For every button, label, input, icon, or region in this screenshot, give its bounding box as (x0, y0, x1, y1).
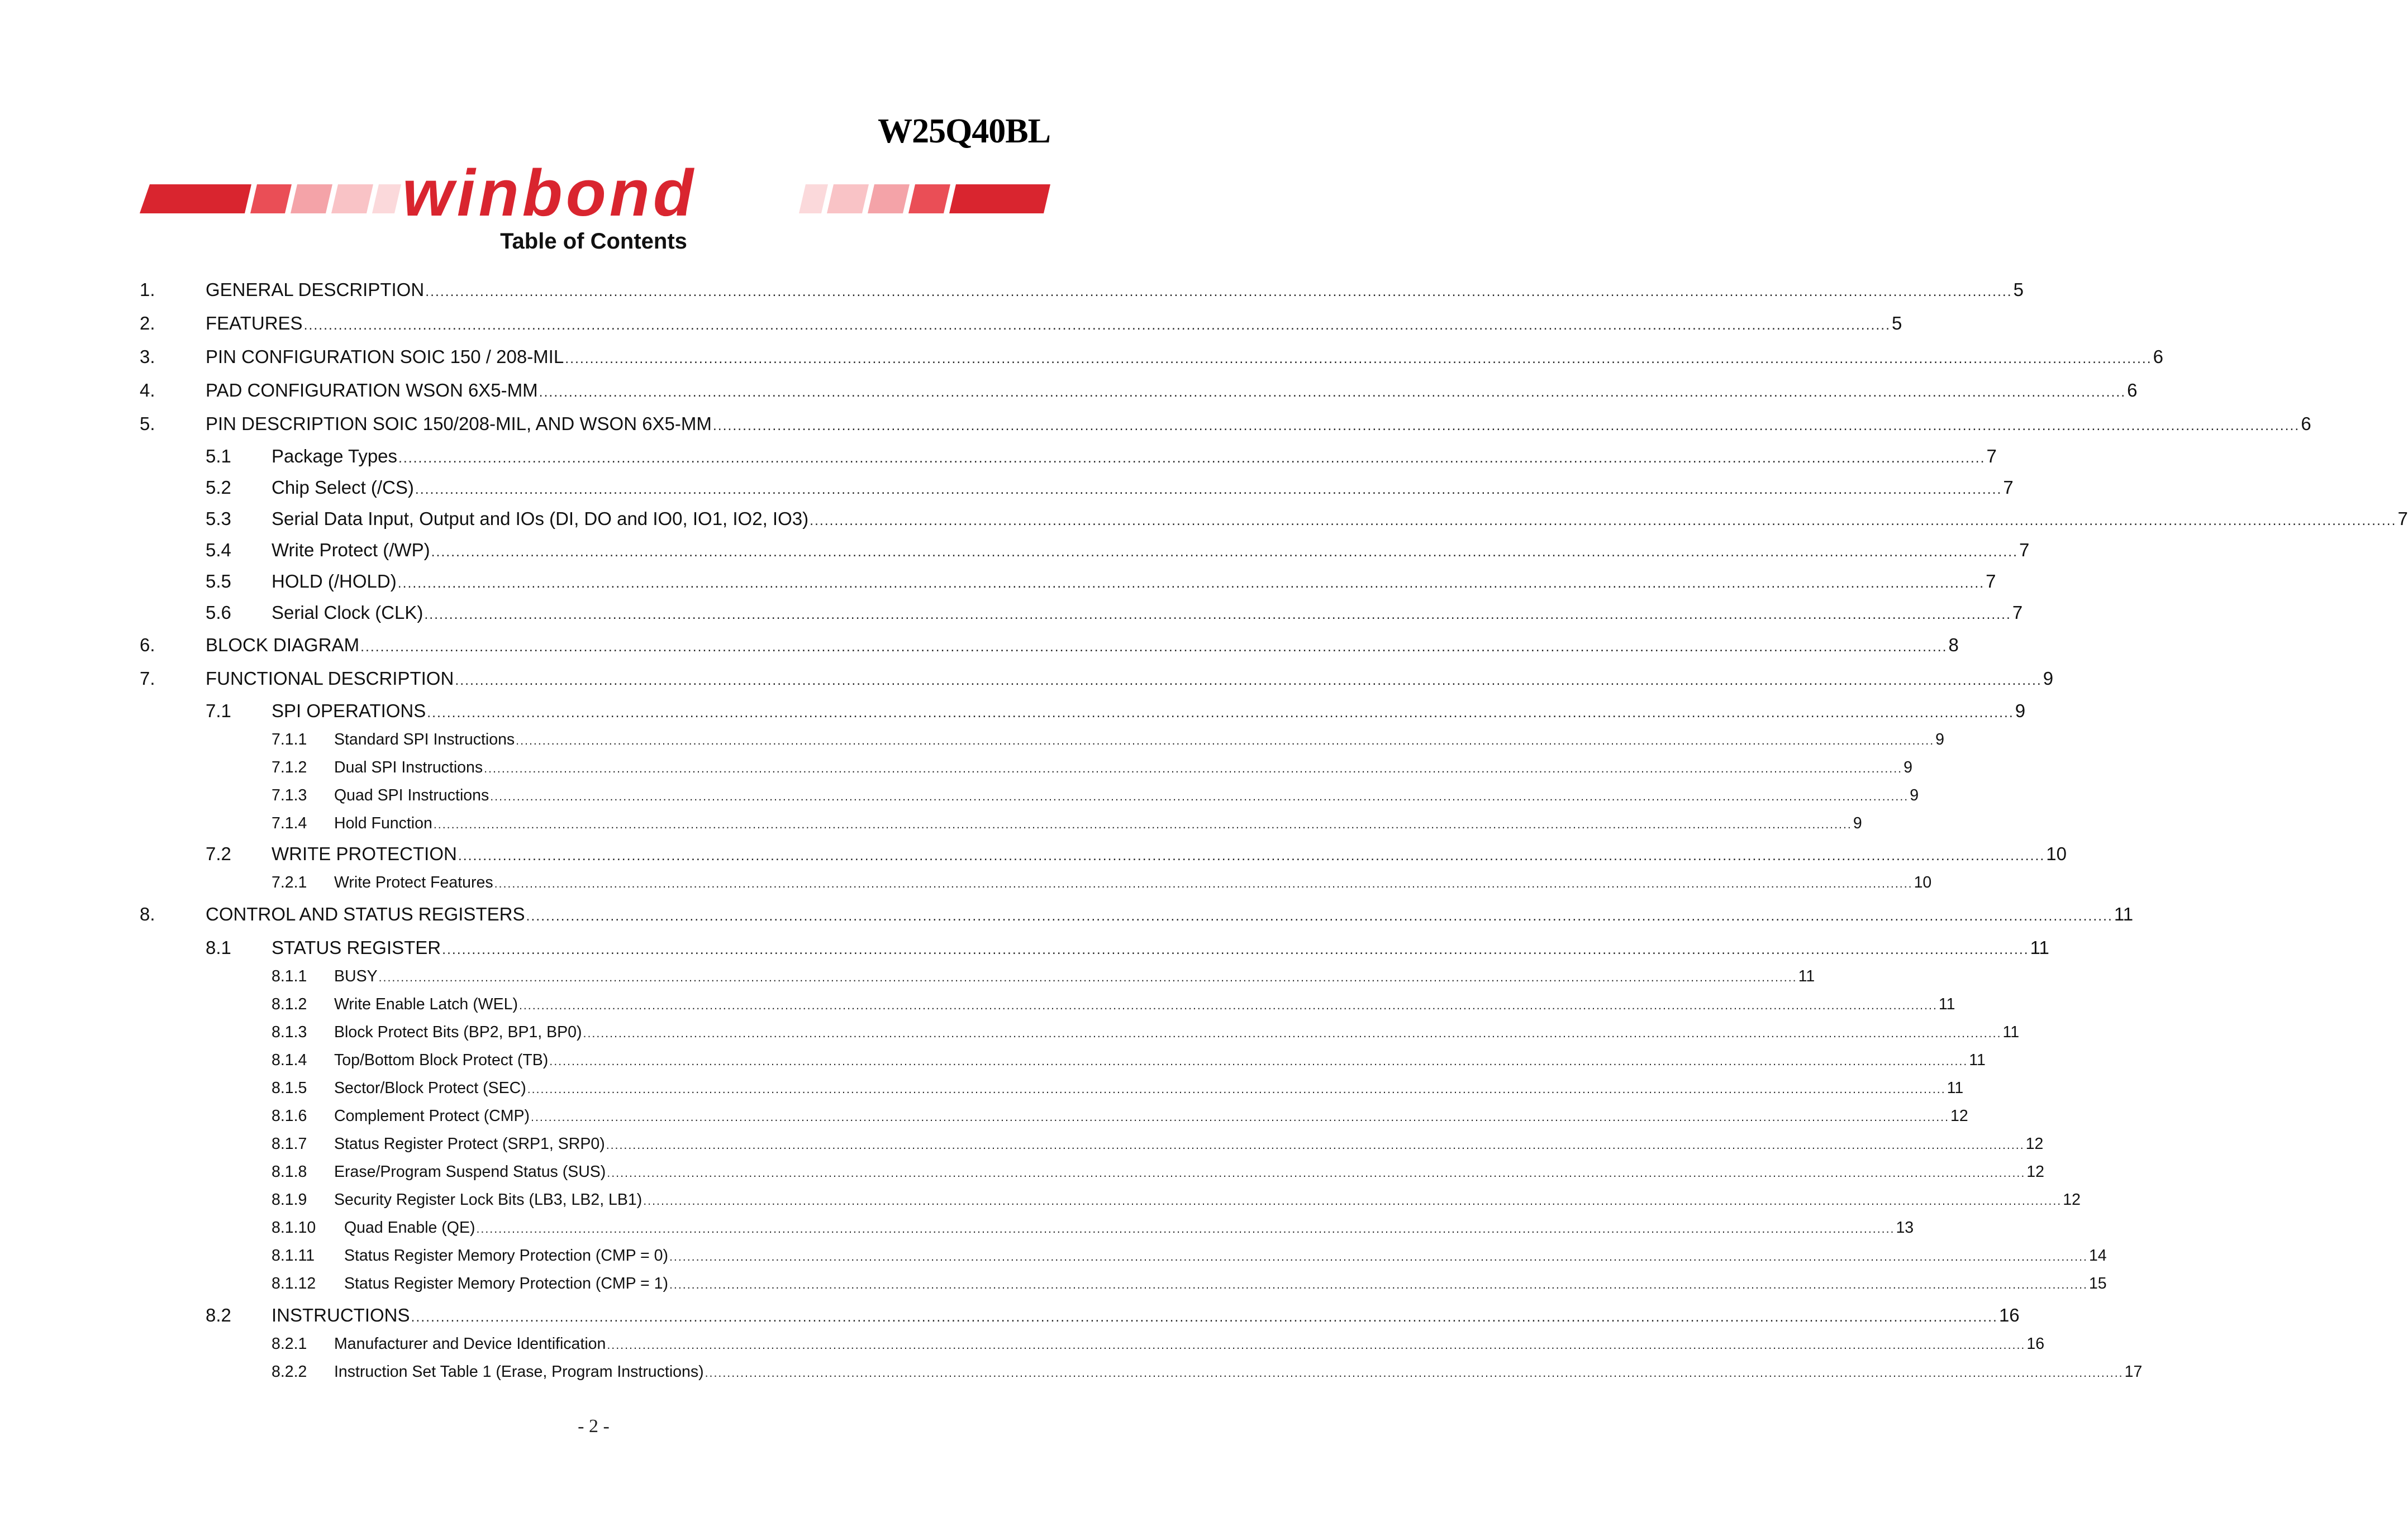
toc-entry-page: 12 (2063, 1191, 2081, 1209)
toc-entry-title: Complement Protect (CMP) (334, 1107, 530, 1125)
toc-entry-number: 7.2 (206, 843, 231, 864)
toc-entry-page: 16 (1998, 1305, 2020, 1325)
toc-entry[interactable] (140, 786, 1919, 805)
toc-entry-number: 8.2.1 (272, 1335, 307, 1353)
toc-entry-number: 3. (140, 346, 155, 367)
toc-entry-page: 17 (2124, 1363, 2143, 1381)
toc-entry-page: 11 (1947, 1079, 1964, 1097)
toc-entry-title: Block Protect Bits (BP2, BP1, BP0) (334, 1023, 582, 1041)
toc-entry[interactable] (140, 602, 2023, 623)
toc-entry-page: 12 (2025, 1135, 2044, 1153)
toc-entry[interactable] (140, 1305, 2020, 1326)
toc-entry-number: 7.1.1 (272, 731, 307, 748)
toc-entry-title: BUSY (334, 967, 378, 985)
toc-entry-title: GENERAL DESCRIPTION (206, 279, 425, 300)
toc-leader-dots: ................................................................................................................................................................................................................................................................................................................................ (476, 1222, 1895, 1236)
toc-entry-page: 9 (1935, 731, 1945, 748)
toc-entry[interactable] (140, 1275, 2107, 1293)
left-stripe-group (140, 184, 401, 213)
toc-entry-title: Dual SPI Instructions (334, 759, 483, 776)
toc-entry-title: Write Protect (/WP) (272, 540, 430, 560)
toc-entry[interactable] (140, 313, 1902, 334)
toc-leader-dots: ................................................................................................................................................................................................................................................................................................................................ (531, 1110, 1949, 1124)
toc-leader-dots: ................................................................................................................................................................................................................................................................................................................................ (397, 576, 1985, 591)
toc-entry-number: 5.6 (206, 602, 231, 623)
toc-leader-dots: ................................................................................................................................................................................................................................................................................................................................ (526, 909, 2113, 924)
toc-entry[interactable] (140, 571, 1996, 592)
toc-entry[interactable] (140, 477, 2014, 498)
toc-entry[interactable] (140, 1135, 2044, 1153)
toc-entry[interactable] (140, 380, 2138, 401)
toc-entry-page: 11 (2030, 937, 2049, 958)
toc-leader-dots: ................................................................................................................................................................................................................................................................................................................................ (705, 1366, 2124, 1380)
toc-entry[interactable] (140, 635, 1959, 656)
toc-entry[interactable] (140, 904, 2134, 925)
toc-entry-title: Instruction Set Table 1 (Erase, Program Instructions) (334, 1363, 704, 1381)
toc-leader-dots: ................................................................................................................................................................................................................................................................................................................................ (433, 818, 1852, 831)
toc-leader-dots: ................................................................................................................................................................................................................................................................................................................................ (490, 790, 1909, 803)
toc-entry-number: 8.1.3 (272, 1023, 307, 1041)
toc-entry-page: 6 (2153, 346, 2163, 367)
toc-entry-title: Quad SPI Instructions (334, 786, 489, 804)
toc-entry[interactable] (140, 759, 1912, 777)
toc-leader-dots: ................................................................................................................................................................................................................................................................................................................................ (360, 640, 1948, 655)
toc-entry[interactable] (140, 814, 1862, 833)
toc-entry[interactable] (140, 874, 1932, 892)
toc-entry-number: 8.1.4 (272, 1051, 307, 1069)
toc-entry[interactable] (140, 346, 2163, 368)
toc-entry-title: Top/Bottom Block Protect (TB) (334, 1051, 549, 1069)
toc-entry-page: 9 (1903, 759, 1912, 776)
toc-entry[interactable] (140, 668, 2054, 689)
toc-entry-title: PIN CONFIGURATION SOIC 150 / 208-MIL (206, 346, 564, 367)
toc-entry-title: STATUS REGISTER (272, 937, 441, 958)
toc-entry-number: 8.1.11 (272, 1247, 315, 1265)
toc-entry-title: Manufacturer and Device Identification (334, 1335, 606, 1353)
toc-entry-title: Write Protect Features (334, 874, 493, 891)
toc-leader-dots: ................................................................................................................................................................................................................................................................................................................................ (516, 734, 1935, 747)
toc-entry-number: 5.2 (206, 477, 231, 498)
toc-entry-number: 8.1.12 (272, 1275, 316, 1292)
toc-entry-title: Serial Clock (CLK) (272, 602, 423, 623)
toc-entry-number: 7.1.3 (272, 786, 307, 804)
toc-entry-number: 5.1 (206, 446, 231, 466)
toc-entry-title: Status Register Memory Protection (CMP = 0) (344, 1247, 668, 1265)
left-stripe-1 (140, 184, 251, 213)
left-stripe-4 (331, 184, 373, 213)
logo-text: winbond (402, 156, 697, 230)
toc-entry-number: 2. (140, 313, 155, 333)
toc-entry-number: 5.4 (206, 540, 231, 560)
toc-leader-dots: ................................................................................................................................................................................................................................................................................................................................ (643, 1194, 2062, 1208)
right-stripe-group (799, 184, 1050, 213)
toc-entry-number: 6. (140, 635, 155, 655)
toc-entry-page: 6 (2127, 380, 2138, 400)
toc-entry[interactable] (140, 508, 2408, 530)
toc-entry-page: 13 (1896, 1219, 1914, 1237)
toc-entry[interactable] (140, 843, 2067, 865)
toc-leader-dots: ................................................................................................................................................................................................................................................................................................................................ (398, 451, 1986, 466)
toc-leader-dots: ................................................................................................................................................................................................................................................................................................................................ (427, 705, 2014, 721)
toc-leader-dots: ................................................................................................................................................................................................................................................................................................................................ (527, 1082, 1946, 1096)
toc-leader-dots: ................................................................................................................................................................................................................................................................................................................................ (583, 1027, 2002, 1040)
toc-entry-page: 5 (1892, 313, 1902, 333)
toc-entry-number: 8.1.2 (272, 995, 307, 1013)
toc-entry[interactable] (140, 540, 2030, 561)
toc-entry-title: Quad Enable (QE) (344, 1219, 475, 1237)
page-number: - 2 - (578, 1416, 610, 1437)
toc-entry-number: 5. (140, 413, 155, 434)
toc-entry-page: 14 (2088, 1247, 2107, 1265)
toc-entry-number: 8.1.1 (272, 967, 307, 985)
toc-leader-dots: ................................................................................................................................................................................................................................................................................................................................ (712, 418, 2300, 433)
toc-entry[interactable] (140, 446, 1997, 467)
toc-entry-title: Write Enable Latch (WEL) (334, 995, 518, 1013)
right-stripe-3 (868, 184, 910, 213)
toc-entry[interactable] (140, 967, 1815, 986)
toc-entry[interactable] (140, 1191, 2081, 1209)
toc-entry-title: FUNCTIONAL DESCRIPTION (206, 668, 454, 689)
toc-entry[interactable] (140, 1247, 2107, 1265)
toc-entry-page: 10 (2046, 843, 2067, 864)
winbond-logo-banner (140, 156, 1050, 230)
toc-entry-title: Package Types (272, 446, 398, 466)
toc-entry-title: Status Register Memory Protection (CMP = 1) (344, 1275, 668, 1292)
toc-entry-page: 5 (2013, 279, 2024, 300)
toc-leader-dots: ................................................................................................................................................................................................................................................................................................................................ (539, 385, 2126, 400)
toc-entry[interactable] (140, 1219, 1914, 1237)
toc-entry[interactable] (140, 731, 1945, 749)
toc-entry-number: 7.1.2 (272, 759, 307, 776)
toc-leader-dots: ................................................................................................................................................................................................................................................................................................................................ (378, 971, 1797, 984)
toc-entry-page: 6 (2301, 413, 2311, 434)
toc-entry-page: 7 (2397, 508, 2408, 529)
toc-entry-page: 11 (2002, 1023, 2020, 1041)
toc-entry-number: 4. (140, 380, 155, 400)
toc-entry-page: 7 (1986, 446, 1997, 466)
toc-entry[interactable] (140, 995, 1955, 1014)
toc-leader-dots: ................................................................................................................................................................................................................................................................................................................................ (607, 1338, 2026, 1352)
toc-entry-page: 12 (2026, 1163, 2044, 1181)
toc-entry-number: 8.1 (206, 937, 231, 958)
toc-entry[interactable] (140, 1107, 1968, 1125)
toc-leader-dots: ................................................................................................................................................................................................................................................................................................................................ (669, 1278, 2088, 1291)
right-stripe-4 (908, 184, 950, 213)
toc-entry-page: 11 (1938, 995, 1955, 1013)
toc-entry[interactable] (140, 1363, 2143, 1381)
toc-entry[interactable] (140, 937, 2049, 958)
toc-entry-page: 9 (1910, 786, 1919, 804)
toc-entry[interactable] (140, 1051, 1986, 1070)
toc-entry-title: Hold Function (334, 814, 432, 832)
toc-leader-dots: ................................................................................................................................................................................................................................................................................................................................ (607, 1166, 2026, 1180)
right-stripe-1 (799, 184, 828, 213)
left-stripe-2 (250, 184, 292, 213)
toc-entry-number: 7.2.1 (272, 874, 307, 891)
toc-entry[interactable] (140, 1079, 1964, 1098)
toc-leader-dots: ................................................................................................................................................................................................................................................................................................................................ (415, 482, 2002, 497)
toc-leader-dots: ................................................................................................................................................................................................................................................................................................................................ (442, 942, 2029, 957)
toc-leader-dots: ................................................................................................................................................................................................................................................................................................................................ (411, 1310, 1998, 1325)
toc-entry-page: 9 (2015, 700, 2026, 721)
toc-entry[interactable] (140, 1335, 2045, 1353)
toc-leader-dots: ................................................................................................................................................................................................................................................................................................................................ (484, 762, 1903, 775)
toc-leader-dots: ................................................................................................................................................................................................................................................................................................................................ (458, 848, 2045, 864)
left-stripe-3 (291, 184, 332, 213)
toc-entry-page: 7 (2019, 540, 2030, 560)
toc-entry-title: HOLD (/HOLD) (272, 571, 397, 591)
toc-entry-number: 8.1.8 (272, 1163, 307, 1181)
toc-leader-dots: ................................................................................................................................................................................................................................................................................................................................ (810, 513, 2397, 528)
toc-entry-number: 1. (140, 279, 155, 300)
toc-entry-page: 15 (2088, 1275, 2107, 1292)
toc-leader-dots: ................................................................................................................................................................................................................................................................................................................................ (425, 284, 2012, 299)
toc-entry-page: 11 (2114, 904, 2134, 924)
toc-entry-title: SPI OPERATIONS (272, 700, 426, 721)
toc-entry-title: FEATURES (206, 313, 303, 333)
toc-entry-number: 8.1.5 (272, 1079, 307, 1097)
toc-entry-title: Chip Select (/CS) (272, 477, 414, 498)
toc-entry-number: 7.1 (206, 700, 231, 721)
toc-entry-number: 8.1.7 (272, 1135, 307, 1153)
toc-leader-dots: ................................................................................................................................................................................................................................................................................................................................ (565, 351, 2152, 366)
toc-entry-title: Standard SPI Instructions (334, 731, 515, 748)
toc-entry-page: 11 (1798, 967, 1815, 985)
toc-entry-number: 8. (140, 904, 155, 924)
toc-leader-dots: ................................................................................................................................................................................................................................................................................................................................ (431, 545, 2019, 560)
toc-entry[interactable] (140, 279, 2024, 300)
toc-leader-dots: ................................................................................................................................................................................................................................................................................................................................ (494, 877, 1913, 890)
toc-entry[interactable] (140, 1163, 2044, 1181)
right-stripe-5 (949, 184, 1050, 213)
toc-entry-title: Serial Data Input, Output and IOs (DI, DO and IO0, IO1, IO2, IO3) (272, 508, 809, 529)
toc-entry-page: 9 (2043, 668, 2054, 689)
toc-entry-number: 8.2 (206, 1305, 231, 1325)
toc-entry-number: 8.2.2 (272, 1363, 307, 1381)
toc-entry[interactable] (140, 413, 2311, 435)
left-stripe-5 (372, 184, 401, 213)
toc-entry-title: CONTROL AND STATUS REGISTERS (206, 904, 525, 924)
toc-entry-number: 7. (140, 668, 155, 689)
toc-heading: Table of Contents (500, 229, 687, 254)
toc-entry-page: 12 (1950, 1107, 1968, 1125)
toc-entry-title: PAD CONFIGURATION WSON 6X5-MM (206, 380, 538, 400)
toc-entry-title: BLOCK DIAGRAM (206, 635, 360, 655)
toc-entry-page: 7 (1986, 571, 1996, 591)
toc-entry-title: Erase/Program Suspend Status (SUS) (334, 1163, 606, 1181)
toc-entry-number: 8.1.6 (272, 1107, 307, 1125)
toc-leader-dots: ................................................................................................................................................................................................................................................................................................................................ (424, 607, 2011, 622)
toc-leader-dots: ................................................................................................................................................................................................................................................................................................................................ (303, 318, 1891, 333)
toc-entry-page: 11 (1969, 1051, 1986, 1069)
toc-leader-dots: ................................................................................................................................................................................................................................................................................................................................ (455, 673, 2042, 688)
toc-entry-page: 8 (1948, 635, 1959, 655)
toc-entry-title: Sector/Block Protect (SEC) (334, 1079, 526, 1097)
toc-entry-number: 8.1.9 (272, 1191, 307, 1209)
toc-entry-number: 5.5 (206, 571, 231, 591)
toc-entry-title: Security Register Lock Bits (LB3, LB2, LB1) (334, 1191, 643, 1209)
toc-entry-number: 7.1.4 (272, 814, 307, 832)
toc-entry-page: 7 (2003, 477, 2014, 498)
toc-entry-page: 7 (2012, 602, 2023, 623)
toc-entry-title: INSTRUCTIONS (272, 1305, 410, 1325)
toc-entry-number: 5.3 (206, 508, 231, 529)
toc-entry-title: Status Register Protect (SRP1, SRP0) (334, 1135, 605, 1153)
toc-leader-dots: ................................................................................................................................................................................................................................................................................................................................ (549, 1055, 1968, 1068)
right-stripe-2 (827, 184, 869, 213)
toc-leader-dots: ................................................................................................................................................................................................................................................................................................................................ (606, 1138, 2025, 1152)
toc-entry-page: 9 (1853, 814, 1862, 832)
toc-entry[interactable] (140, 1023, 2020, 1042)
toc-entry-page: 10 (1914, 874, 1932, 891)
toc-leader-dots: ................................................................................................................................................................................................................................................................................................................................ (518, 999, 1938, 1012)
toc-entry-title: WRITE PROTECTION (272, 843, 457, 864)
part-number: W25Q40BL (878, 112, 1050, 150)
toc-leader-dots: ................................................................................................................................................................................................................................................................................................................................ (669, 1250, 2088, 1263)
toc-entry-title: PIN DESCRIPTION SOIC 150/208-MIL, AND WSON 6X5-MM (206, 413, 712, 434)
toc-entry[interactable] (140, 700, 2026, 722)
toc-entry-number: 8.1.10 (272, 1219, 316, 1237)
toc-entry-page: 16 (2026, 1335, 2045, 1353)
